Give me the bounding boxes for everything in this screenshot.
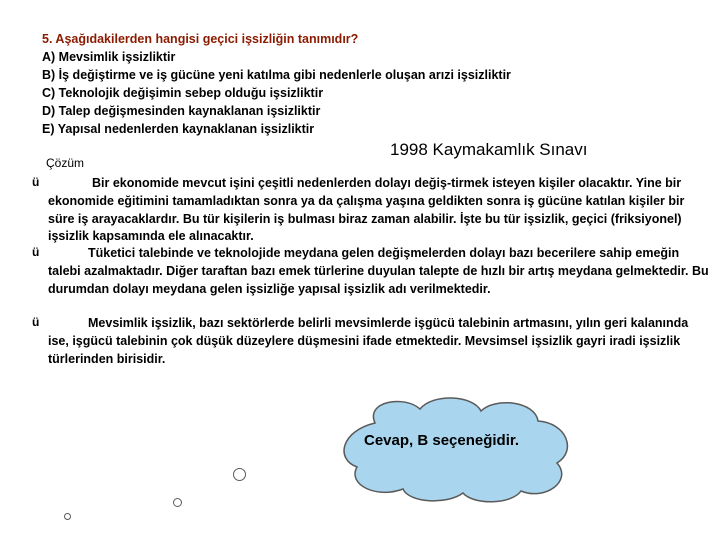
question-block <box>42 30 682 138</box>
option-a: A) Mevsimlik işsizliktir <box>42 50 176 64</box>
thought-bubble-large <box>233 468 246 481</box>
bullet-text: Bir ekonomide mevcut işini çeşitli nedenlerden dolayı değiş-tirmek isteyen kişiler olacaktır. Yine bir ekonomide eğitimini tamamladıktan sonra ya da çalışma yaşına geldikten sonra iş gücüne katılan kişiler bir süre iş arayacaklardır. Bu tür kişilerin iş bulması biraz zaman alabilir. İşte bu tür işsizlik, geçici (friksiyonel) işsizlik kapsamında ele alınacaktır. <box>48 176 685 244</box>
option-c: C) Teknolojik değişimin sebep olduğu işsizliktir <box>42 86 324 100</box>
check-icon: ü <box>32 245 40 259</box>
check-icon: ü <box>32 175 40 189</box>
option-d: D) Talep değişmesinden kaynaklanan işsizliktir <box>42 104 321 118</box>
option-b: B) İş değiştirme ve iş gücüne yeni katılma gibi nedenlerle oluşan arızi işsizliktir <box>42 68 511 82</box>
answer-text: Cevap, B seçeneğidir. <box>364 432 520 449</box>
thought-bubble-small <box>64 513 71 520</box>
check-icon: ü <box>32 315 40 329</box>
exam-label: 1998 Kaymakamlık Sınavı <box>390 140 588 159</box>
solution-label: Çözüm <box>46 156 85 170</box>
bullet-text: Mevsimlik işsizlik, bazı sektörlerde belirli mevsimlerde işgücü talebinin artmasını, yılın geri kalanında ise, işgücü talebinin çok düşük düzeylere düşmesini ifade etmektedir. Mevsimsel işsizlik gayri iradi işsizlik türlerinden birisidir. <box>48 316 689 366</box>
option-e: E) Yapısal nedenlerden kaynaklanan işsizliktir <box>42 122 315 136</box>
bullet-text: Tüketici talebinde ve teknolojide meydana gelen değişmelerden dolayı bazı becerilere sahip emeğin talebi azalmaktadır. Diğer taraftan bazı emek türlerine duyulan talepte de hızlı bir artış meydana gelmektedir. Bu durumdan dolayı meydana gelen işsizliğe yapısal işsizlik adı verilmektedir. <box>48 246 709 296</box>
question-title: 5. Aşağıdakilerden hangisi geçici işsizliğin tanımıdır? <box>42 32 359 46</box>
thought-bubble-medium <box>173 498 182 507</box>
